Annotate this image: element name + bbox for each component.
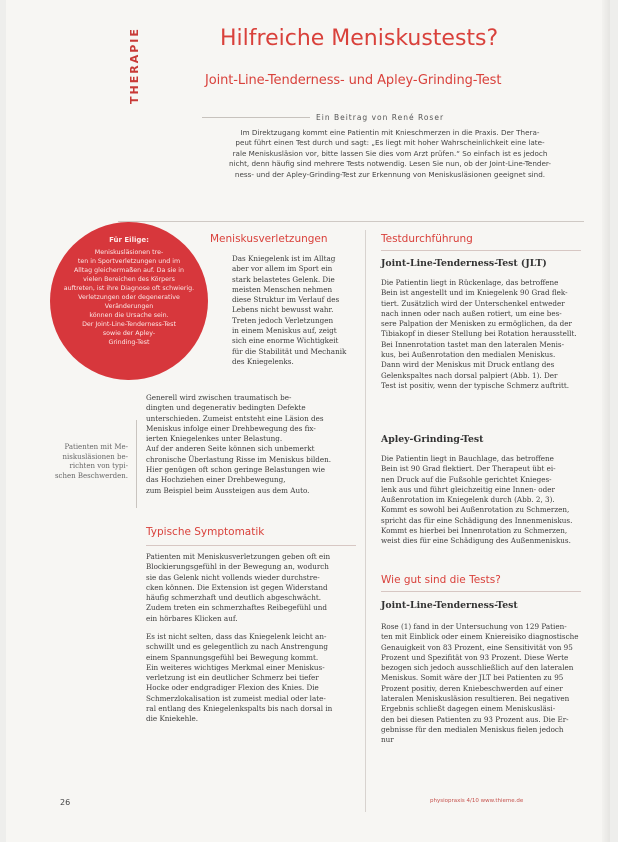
heading-meniskusverletzungen: Meniskusverletzungen [210,233,328,245]
footer-line: physiopraxis 4/10 www.thieme.de [430,798,524,804]
intro-divider [118,221,584,222]
section-rubric: THERAPIE [128,27,141,104]
symptom-text-2: Es ist nicht selten, dass das Kniegelenk leicht an- schwillt und es gelegentlich zu nach Anstrengung einem Spannungsgefühl bei Bewegung kommt. Ein weiteres wichtiges Merkmal einer Meniskus- verletzung ist ein deutlicher Schmerz bei tiefer Hocke oder endgradiger Flexion des Knies. Die Schmerzlokalisation ist zumeist medial oder late- ral entlang des Kniegelenkspalts bis nach dorsal in die Kniekehle. [146,632,333,724]
byline-rule [202,117,310,118]
symptom-paragraph-2 [146,632,356,725]
subheading-apley: Apley-Grinding-Test [381,434,484,445]
jlt-text: Die Patientin liegt in Rückenlage, das betroffene Bein ist angestellt und im Kniegelenk 90 Grad flek- tiert. Zusätzlich wird der Unterschenkel entweder nach innen oder nach außen rotiert, um eine bes- sere Palpation der Menisken zu ermöglichen, da der Tibiakopf in dieser Stellung bei Rotation herausstellt. Bei Innenrotation tastet man den lateralen Menis- kus, bei Außenrotation den medialen Meniskus. Dann wird der Meniskus mit Druck entlang des Gelenkspaltes nach dorsal palpiert (Abb. 1). Der Test ist positiv, wenn der typische Schmerz auftritt. [381,278,577,390]
heading-testdurchfuehrung: Testdurchführung [381,233,473,245]
page-edge-shadow [602,0,610,842]
symptom-text-1: Patienten mit Meniskusverletzungen geben oft ein Blockierungsgefühl in der Bewegung an, wodurch sie das Gelenk nicht vollends wieder durchstre- cken können. Die Extension ist gegen Widerstand häufig schmerzhaft und deutlich abgeschwächt. Zudem treten ein schmerzhaftes Reibegefühl und ein hörbares Klicken auf. [146,552,331,623]
evaluation-text: Rose (1) fand in der Untersuchung von 129 Patien- ten mit Einblick oder einem Kniereisiko diagnostische Genauigkeit von 83 Prozent, eine Sensitivität von 95 Prozent und Spezifität von 93 Prozent. Diese Werte bezogen sich jedoch ausschließlich auf den lateralen Meniskus. Somit wäre der JLT bei Patienten zu 95 Prozent positiv, deren Kniebeschwerden auf einer lateralen Meniskusläsion resultieren. Bei negativen Ergebnis schließt dagegen einem Meniskusläsi- den bei diesen Patienten zu 93 Prozent aus. Die Er- gebnisse für den medialen Meniskus fielen jedoch nur [381,622,579,745]
column-divider [365,230,366,812]
summary-title: Für Eilige: [109,236,149,244]
evaluation-paragraph [381,622,581,746]
article-subtitle: Joint-Line-Tenderness- und Apley-Grinding-Test [205,73,502,88]
symptom-paragraph-1 [146,552,356,624]
jlt-paragraph [381,278,581,391]
menisk-paragraph-2 [146,393,356,496]
heading-underline [381,591,581,592]
summary-body: Meniskusläsionen tre- ten in Sportverletzungen und im Alltag gleichermaßen auf. Da sie in vielen Bereichen des Körpers auftreten, ist ihre Diagnose oft schwierig. Verletzungen oder degenerative Veränderungen können die Ursache sein. Der Joint-Line-Tenderness-Test sowie der Apley- Grinding-Test [63,249,195,346]
subheading-jlt: Joint-Line-Tenderness-Test (JLT) [381,258,547,269]
margin-note: Patienten mit Me- niskusläsionen be- richten von typi- schen Beschwerden. [54,443,128,480]
menisk-paragraph-1 [232,254,356,367]
apley-paragraph [381,454,581,547]
summary-disc [50,222,208,380]
margin-rule [136,420,137,508]
intro-paragraph [200,128,580,180]
intro-text: Im Direktzugang kommt eine Patientin mit Knieschmerzen in die Praxis. Der Thera- peut führt einen Test durch und sagt: „Es liegt mit hoher Wahrscheinlichkeit eine late- rale Meniskusläsion vor, bitte lassen Sie dies vom Arzt prüfen.“ So einfach ist es jedoch nicht, denn häufig sind mehrere Tests notwendig. Lesen Sie nun, ob der Joint-Line-Tender- ness- und der Apley-Grinding-Test zur Erkennung von Meniskusläsionen geeignet sind. [229,128,551,179]
subheading-jlt-eval: Joint-Line-Tenderness-Test [381,600,518,611]
apley-text: Die Patientin liegt in Bauchlage, das betroffene Bein ist 90 Grad flektiert. Der Therapeut übt ei- nen Druck auf die Fußsohle gerichtet Knieges- lenk aus und führt gleichzeitig eine Innen- oder Außenrotation im Kniegelenk durch (Abb. 2, 3). Kommt es sowohl bei Außenrotation zu Schmerzen, spricht das für eine Schädigung des Innenmeniskus. Kommt es hierbei bei Innenrotation zu Schmerzen, weist dies für eine Schädigung des Außenmeniskus. [381,454,573,546]
menisk-text-1: Das Kniegelenk ist im Alltag aber vor allem im Sport ein stark belastetes Gelenk. Die meisten Menschen nehmen diese Struktur im Verlauf des Lebens nicht bewusst wahr. Treten jedoch Verletzungen in einem Meniskus auf, zeigt sich eine enorme Wichtigkeit für die Stabilität und Mechanik des Kniegelenks. [232,254,347,366]
page-number: 26 [60,798,71,807]
menisk-text-2: Generell wird zwischen traumatisch be- dingten und degenerativ bedingten Defekte unterschieden. Zumeist entsteht eine Läsion des Meniskus infolge einer Drehbewegung des fix- ierten Kniegelenkes unter Belastung. Auf der anderen Seite können sich unbemerkt chronische Überlastung Risse im Meniskus bilden. Hier genügen oft schon geringe Belastungen wie das Hochziehen einer Drehbewegung, zum Beispiel beim Aussteigen aus dem Auto. [146,393,332,495]
byline: Ein Beitrag von René Roser [316,113,445,122]
heading-wie-gut: Wie gut sind die Tests? [381,574,501,586]
article-title: Hilfreiche Meniskustests? [220,26,499,51]
heading-underline [381,250,581,251]
heading-typische-symptomatik: Typische Symptomatik [146,526,265,538]
heading-underline [146,545,356,546]
